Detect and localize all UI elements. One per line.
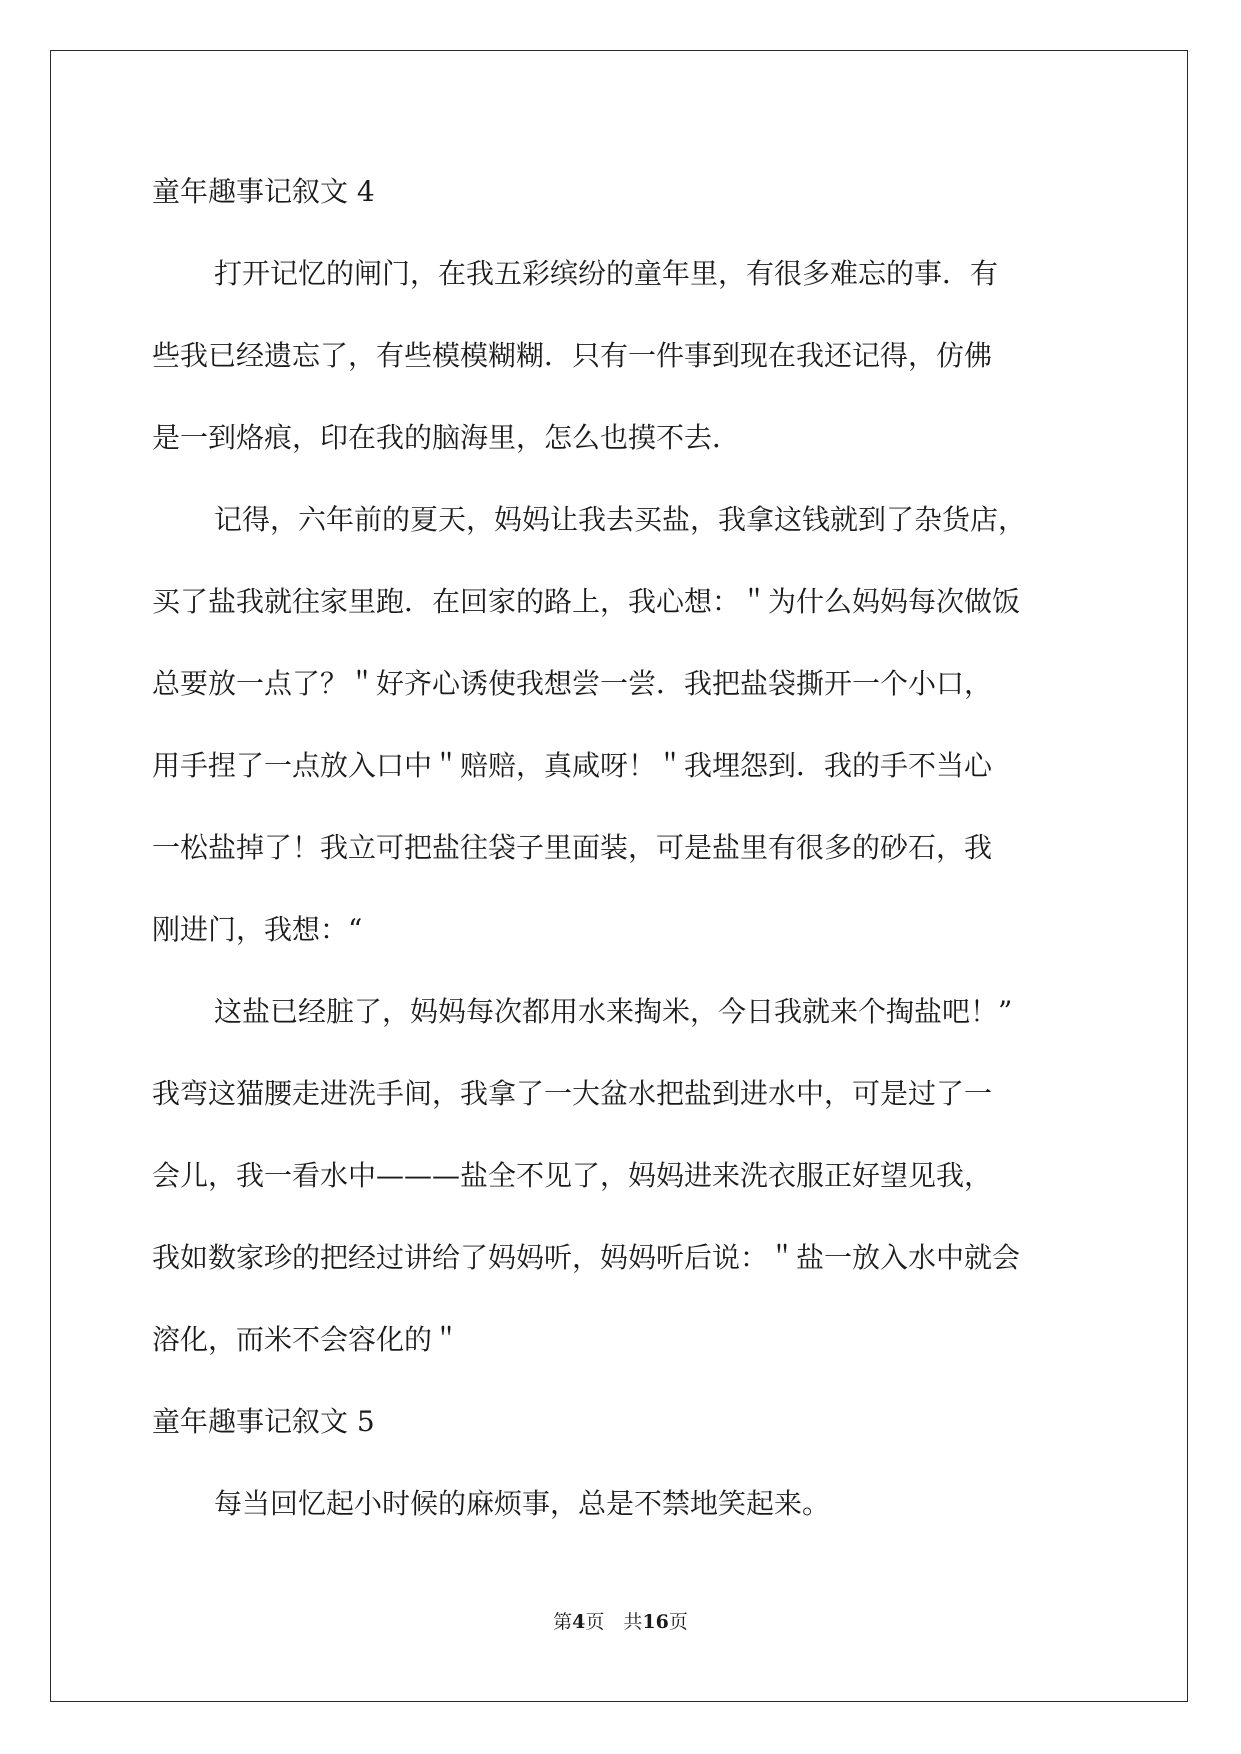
text-line: 是一到烙痕，印在我的脑海里，怎么也摸不去． bbox=[152, 421, 741, 454]
footer-prefix: 第 bbox=[553, 1611, 573, 1633]
section-title: 童年趣事记叙文 5 bbox=[152, 1405, 375, 1438]
footer-suffix: 页 bbox=[668, 1611, 688, 1633]
text-line: 用手捏了一点放入口中＂赔赔，真咸呀！＂我埋怨到．我的手不当心 bbox=[152, 749, 993, 782]
page-footer bbox=[0, 1610, 1241, 1634]
current-page-number: 4 bbox=[572, 1611, 586, 1633]
text-line: 每当回忆起小时候的麻烦事，总是不禁地笑起来。 bbox=[214, 1487, 831, 1520]
section-title: 童年趣事记叙文 4 bbox=[152, 175, 375, 208]
footer-mid: 页 共 bbox=[585, 1611, 643, 1633]
text-line: 一松盐掉了！我立可把盐往袋子里面装，可是盐里有很多的砂石，我 bbox=[152, 831, 993, 864]
text-line: 我弯这猫腰走进洗手间，我拿了一大盆水把盐到进水中，可是过了一 bbox=[152, 1077, 993, 1110]
text-line: 刚进门，我想：“ bbox=[152, 913, 363, 946]
text-line: 些我已经遗忘了，有些模模糊糊．只有一件事到现在我还记得，仿佛 bbox=[152, 339, 993, 372]
text-line: 买了盐我就往家里跑．在回家的路上，我心想：＂为什么妈妈每次做饭 bbox=[152, 585, 1021, 618]
text-line: 这盐已经脏了，妈妈每次都用水来掏米，今日我就来个掏盐吧！” bbox=[214, 995, 1013, 1028]
text-line: 溶化，而米不会容化的＂ bbox=[152, 1323, 461, 1356]
text-line: 打开记忆的闸门，在我五彩缤纷的童年里，有很多难忘的事．有 bbox=[214, 257, 999, 290]
text-line: 记得，六年前的夏天，妈妈让我去买盐，我拿这钱就到了杂货店， bbox=[214, 503, 1027, 536]
paragraph bbox=[152, 496, 1092, 954]
text-line: 总要放一点了？＂好齐心诱使我想尝一尝．我把盐袋撕开一个小口， bbox=[152, 667, 993, 700]
paragraph bbox=[152, 988, 1092, 1364]
paragraph bbox=[152, 250, 1092, 462]
paragraph bbox=[152, 1480, 1092, 1528]
total-page-number: 16 bbox=[642, 1611, 669, 1633]
text-line: 会儿，我一看水中———盐全不见了，妈妈进来洗衣服正好望见我， bbox=[152, 1159, 993, 1192]
text-line: 我如数家珍的把经过讲给了妈妈听，妈妈听后说：＂盐一放入水中就会 bbox=[152, 1241, 1021, 1274]
document-body bbox=[152, 168, 1092, 1562]
